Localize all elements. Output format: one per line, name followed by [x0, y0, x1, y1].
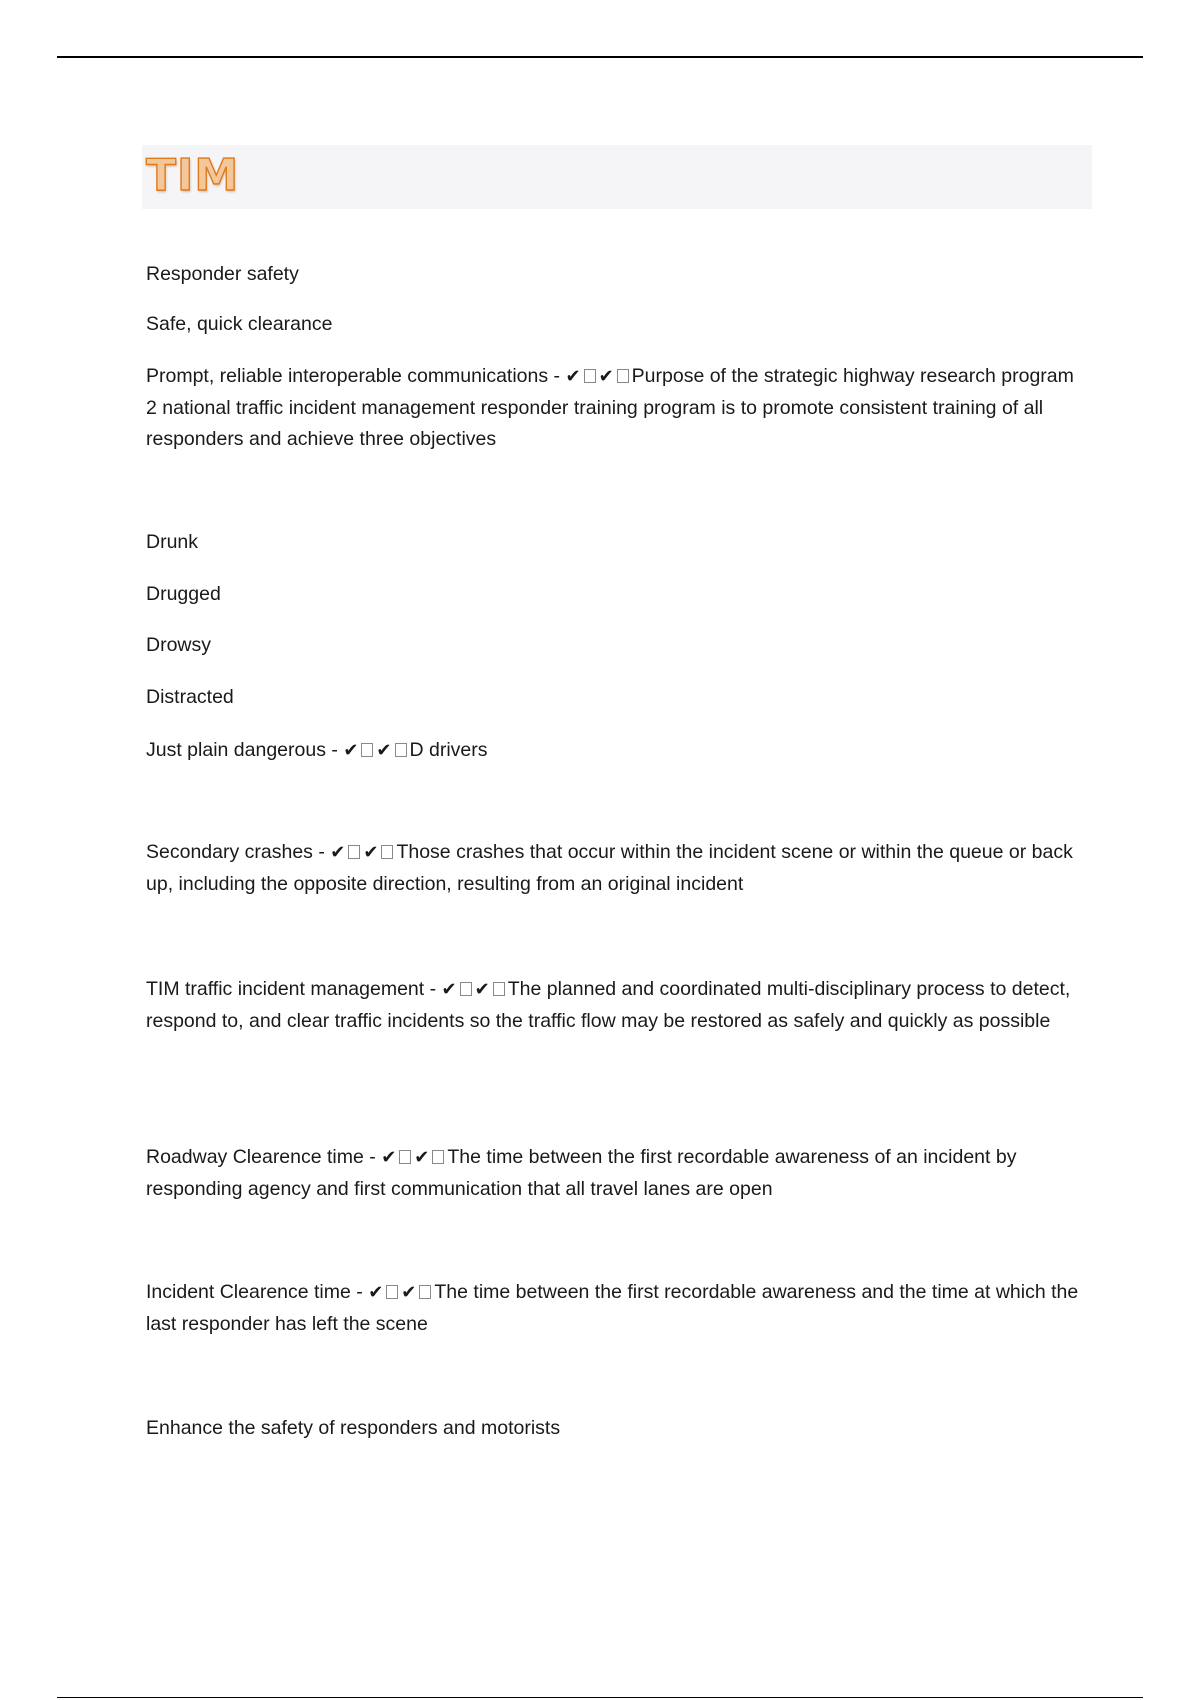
box-glyph-icon — [493, 982, 505, 996]
text-line — [146, 308, 332, 340]
term: Roadway Clearence time — [146, 1146, 364, 1168]
check-icon: ✔ — [343, 740, 359, 761]
check-icon: ✔ — [414, 1147, 430, 1168]
definition: The time between the first recordable awareness of an incident by responding agency and first communication that all travel lanes are open — [146, 1146, 1017, 1200]
text-line — [146, 578, 221, 610]
check-icon: ✔ — [565, 366, 581, 387]
definition: Those crashes that occur within the incident scene or within the queue or back up, including the opposite direction, resulting from an original incident — [146, 841, 1073, 895]
box-glyph-icon — [361, 743, 373, 757]
box-glyph-icon — [419, 1285, 431, 1299]
term: Enhance the safety of responders and motorists — [146, 1417, 561, 1439]
term: Distracted — [146, 686, 234, 708]
check-icon: ✔ — [363, 842, 379, 863]
term: TIM traffic incident management — [146, 978, 425, 1000]
definition: The time between the first recordable awareness and the time at which the last responder has left the scene — [146, 1281, 1079, 1335]
check-icon: ✔ — [330, 842, 346, 863]
qa-entry: Roadway Clearence time - ✔ ✔ The time between the first recordable awareness of an incident by responding agency and first communication that all travel lanes are open — [146, 1146, 1017, 1200]
box-glyph-icon — [584, 369, 596, 383]
check-icon: ✔ — [401, 1282, 417, 1303]
title-banner — [142, 145, 1092, 209]
box-glyph-icon — [381, 845, 393, 859]
bottom-rule — [57, 1697, 1143, 1698]
box-glyph-icon — [386, 1285, 398, 1299]
check-icon: ✔ — [381, 1147, 397, 1168]
check-icon: ✔ — [598, 366, 614, 387]
box-glyph-icon — [348, 845, 360, 859]
term: Secondary crashes — [146, 841, 313, 863]
text-line — [146, 681, 234, 713]
qa-entry: Just plain dangerous - ✔ ✔ D drivers — [146, 739, 488, 761]
text-line — [146, 1412, 560, 1444]
box-glyph-icon — [432, 1150, 444, 1164]
term: Drowsy — [146, 634, 212, 656]
definition: The planned and coordinated multi-disciplinary process to detect, respond to, and clear traffic incidents so the traffic flow may be restored as safely and quickly as possible — [146, 978, 1071, 1032]
term: Drugged — [146, 583, 221, 605]
text-line — [146, 629, 211, 661]
check-icon: ✔ — [441, 979, 457, 1000]
document-title: TIM — [146, 150, 240, 201]
term: Responder safety — [146, 263, 299, 285]
term: Prompt, reliable interoperable communications — [146, 365, 549, 387]
box-glyph-icon — [617, 369, 629, 383]
qa-entry: Prompt, reliable interoperable communications - ✔ ✔ Purpose of the strategic highway research program 2 national traffic incident management responder training program is to promote consistent training of all responders and achieve three objectives — [146, 365, 1074, 450]
text-line — [146, 258, 299, 290]
qa-entry: Secondary crashes - ✔ ✔ Those crashes that occur within the incident scene or within the queue or back up, including the opposite direction, resulting from an original incident — [146, 841, 1073, 895]
definition: Purpose of the strategic highway research program 2 national traffic incident management responder training program is to promote consistent training of all responders and achieve three objectives — [146, 365, 1074, 450]
box-glyph-icon — [395, 743, 407, 757]
box-glyph-icon — [460, 982, 472, 996]
term: Just plain dangerous — [146, 739, 326, 761]
term: Safe, quick clearance — [146, 313, 333, 335]
qa-entry: Incident Clearence time - ✔ ✔ The time between the first recordable awareness and the time at which the last responder has left the scene — [146, 1281, 1079, 1335]
term: Drunk — [146, 531, 199, 553]
qa-entry: TIM traffic incident management - ✔ ✔ The planned and coordinated multi-disciplinary process to detect, respond to, and clear traffic incidents so the traffic flow may be restored as safely and quickly as possible — [146, 978, 1071, 1032]
definition: D drivers — [409, 739, 488, 761]
term: Incident Clearence time — [146, 1281, 351, 1303]
check-icon: ✔ — [368, 1282, 384, 1303]
text-line — [146, 526, 198, 558]
top-rule — [57, 56, 1143, 58]
check-icon: ✔ — [474, 979, 490, 1000]
check-icon: ✔ — [376, 740, 392, 761]
box-glyph-icon — [399, 1150, 411, 1164]
